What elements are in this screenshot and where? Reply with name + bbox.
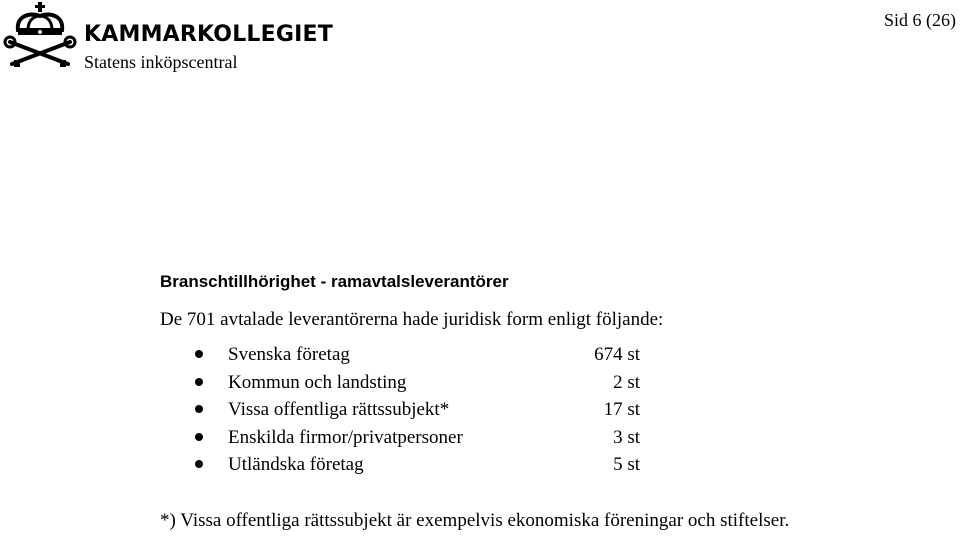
legal-form-list (192, 345, 652, 483)
section-heading: Branschtillhörighet - ramavtalsleverantörer (160, 272, 509, 291)
entity-count: 3 st (613, 426, 640, 448)
list-item (192, 428, 652, 456)
logo-name: KAMMARKOLLEGIET (84, 22, 333, 47)
bullet-icon (195, 378, 203, 386)
entity-label: Kommun och landsting (228, 371, 407, 393)
kammarkollegiet-logo (2, 2, 333, 74)
logo-subtitle: Statens inköpscentral (84, 52, 238, 72)
bullet-icon (195, 460, 203, 468)
entity-label: Svenska företag (228, 344, 350, 365)
intro-paragraph: De 701 avtalade leverantörerna hade juridisk form enligt följande: (160, 309, 664, 330)
footnote: *) Vissa offentliga rättssubjekt är exempelvis ekonomiska föreningar och stiftelser. (160, 510, 790, 531)
entity-count: 2 st (613, 371, 640, 393)
bullet-icon (195, 433, 203, 441)
entity-count: 17 st (603, 399, 640, 420)
list-item (192, 345, 652, 373)
bullet-icon (195, 405, 203, 413)
list-item (192, 455, 652, 483)
list-item (192, 373, 652, 401)
crown-with-keys-icon (2, 2, 80, 68)
list-item (192, 400, 652, 428)
bullet-icon (195, 350, 203, 358)
entity-label: Utländska företag (228, 454, 364, 475)
entity-count: 5 st (613, 454, 640, 475)
entity-label: Vissa offentliga rättssubjekt* (228, 399, 450, 420)
entity-count: 674 st (594, 344, 640, 365)
page-number: Sid 6 (26) (884, 10, 956, 30)
entity-label: Enskilda firmor/privatpersoner (228, 426, 463, 448)
